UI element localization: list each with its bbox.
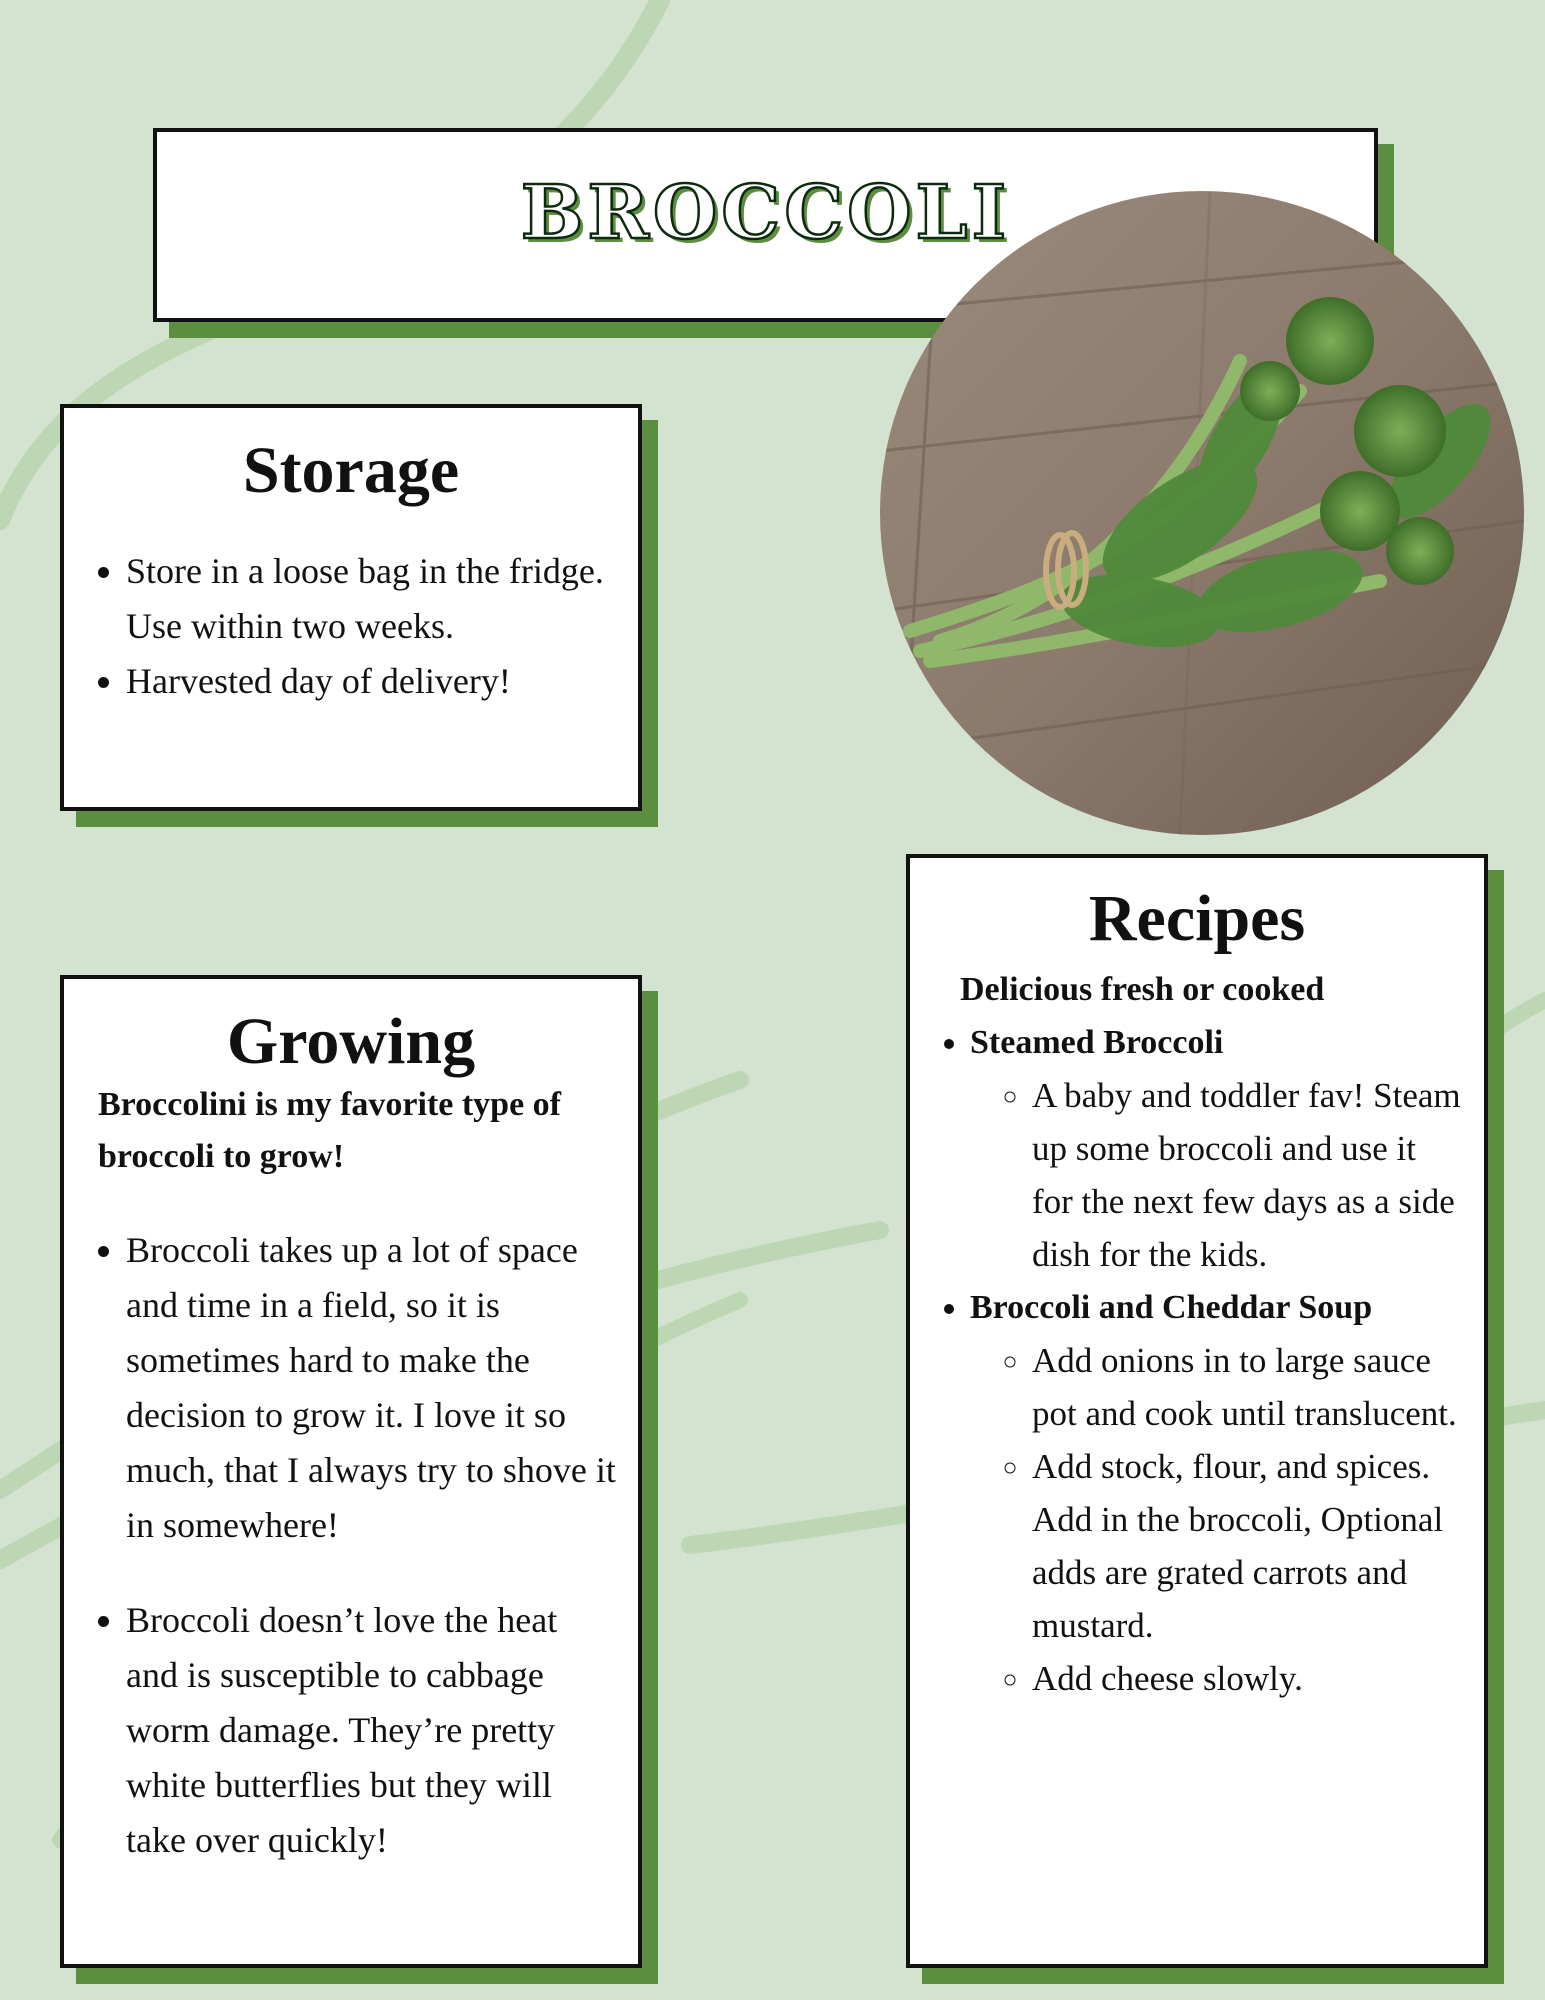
storage-item: • Store in a loose bag in the fridge. Use within two weeks. [126,544,608,654]
recipe-steps [970,1069,1464,1281]
page-title: BROCCOLI [520,170,1011,256]
storage-list [64,544,608,709]
broccolini-bunch-icon [880,191,1524,835]
storage-item: • Harvested day of delivery! [126,654,608,709]
recipes-card [906,854,1488,1968]
recipe-steps [970,1334,1464,1705]
recipes-lead: Delicious fresh or cooked [960,971,1325,1008]
growing-item: • Broccoli doesn’t love the heat and is susceptible to cabbage worm damage. They’re pretty white butterflies but they will take over quickly! [126,1593,618,1868]
recipe-step: ◦ Add cheese slowly. [1032,1652,1464,1705]
recipe-name: Broccoli and Cheddar Soup [970,1289,1373,1326]
broccolini-photo [880,191,1524,835]
growing-list [64,1223,618,1868]
growing-item: • Broccoli takes up a lot of space and time in a field, so it is sometimes hard to make the decision to grow it. I love it so much, that I always try to shove it in somewhere! [126,1223,618,1553]
recipe-item [970,1016,1464,1281]
growing-card [60,975,642,1968]
growing-lead: Broccolini is my favorite type of broccoli to grow! [98,1086,562,1175]
recipes-list [910,1016,1464,1705]
recipe-step: ◦ A baby and toddler fav! Steam up some broccoli and use it for the next few days as a side dish for the kids. [1032,1069,1464,1281]
recipes-heading: Recipes [1088,882,1306,955]
storage-heading: Storage [242,434,460,507]
recipe-name: Steamed Broccoli [970,1024,1224,1061]
recipe-step: ◦ Add onions in to large sauce pot and cook until translucent. [1032,1334,1464,1440]
growing-heading: Growing [226,1005,476,1078]
storage-card [60,404,642,811]
recipe-step: ◦ Add stock, flour, and spices. Add in the broccoli, Optional adds are grated carrots and mustard. [1032,1440,1464,1652]
recipe-item [970,1281,1464,1705]
